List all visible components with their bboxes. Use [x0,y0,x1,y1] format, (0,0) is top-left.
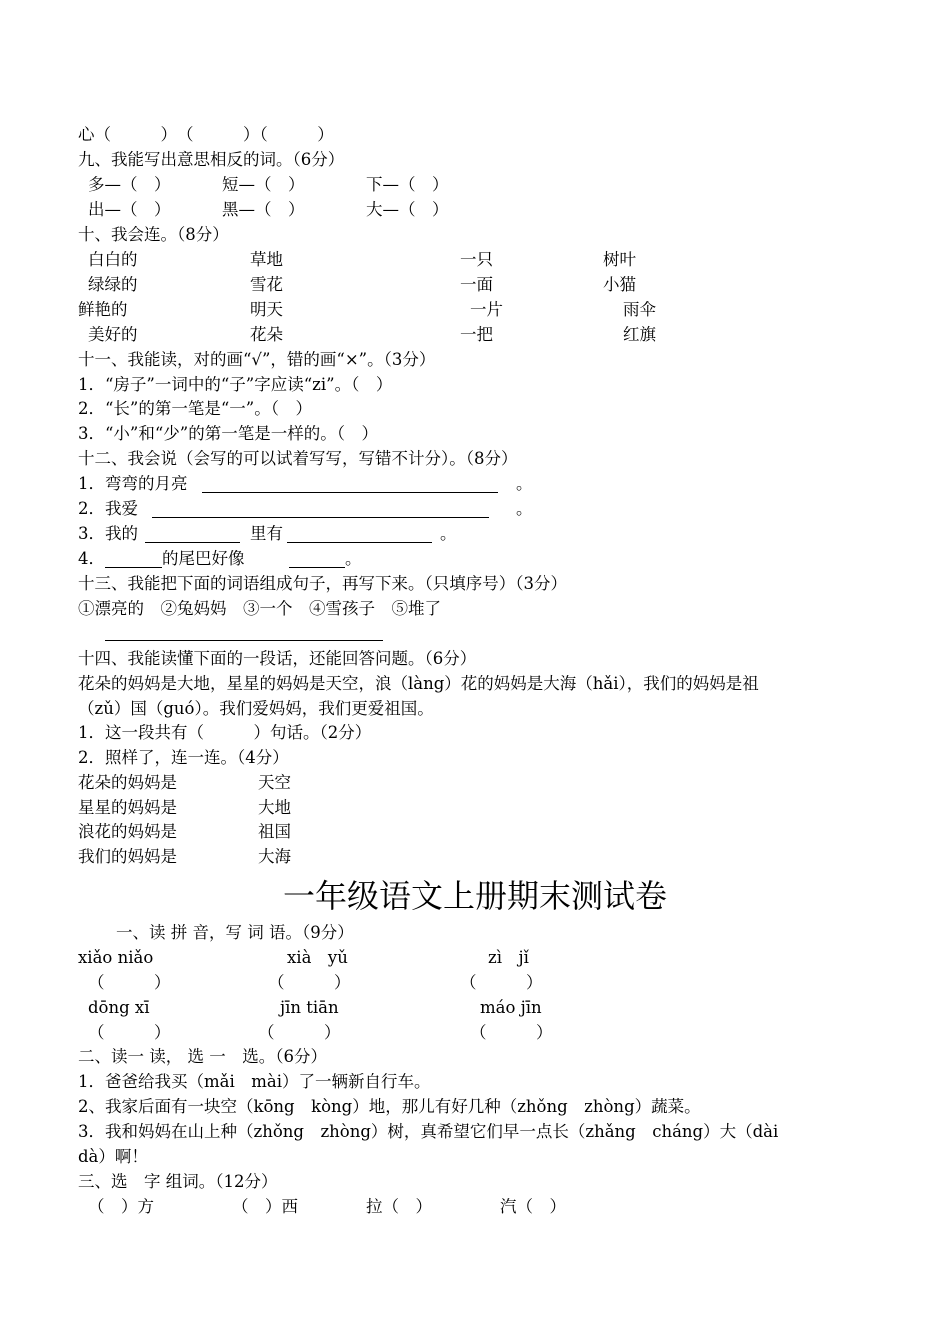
period-mark: 。 [516,499,533,518]
word-choice-item: （ ）西 [232,1197,298,1216]
question-line: 3．我的 [78,524,138,543]
word-choice-item: 拉（ ） [366,1197,432,1216]
answer-bracket[interactable]: （ ） [460,973,543,992]
match-word: 一面 [460,275,493,294]
section-heading-13: 十三、我能把下面的词语组成句子，再写下来。（只填序号）（3分） [78,574,567,593]
antonym-item: 黑—（ ） [222,200,305,219]
pinyin-item: xiǎo niǎo [78,948,154,967]
question-line: 1．这一段共有（ ）句话。（2分） [78,723,372,742]
match-word: 美好的 [88,325,138,344]
answer-blank[interactable] [105,567,162,568]
pinyin-item: máo jīn [480,998,542,1017]
answer-blank[interactable] [152,517,489,518]
question-line: 2、我家后面有一块空（kōng kòng）地，那儿有好几种（zhǒng zhòng）蔬菜。 [78,1097,701,1116]
question-line: 3．“小”和“少”的第一笔是一样的。（ ） [78,424,378,443]
section-heading-9: 九、我能写出意思相反的词。（6分） [78,150,345,169]
section-heading-14: 十四、我能读懂下面的一段话，还能回答问题。（6分） [78,649,477,668]
match-word: 浪花的妈妈是 [78,822,177,841]
answer-blank[interactable] [287,542,432,543]
question-line: 3．我和妈妈在山上种（zhǒng zhòng）树，真希望它们早一点长（zhǎng cháng）大（dài [78,1122,779,1141]
pinyin-item: zì jǐ [488,948,529,967]
question-line: 1．“房子”一词中的“子”字应读“zi”。（ ） [78,375,393,394]
question-line: 4． [78,549,105,568]
answer-blank[interactable] [289,567,345,568]
answer-blank[interactable] [105,640,383,641]
answer-bracket[interactable]: （ ） [470,1023,553,1042]
match-word: 鲜艳的 [78,300,128,319]
antonym-item: 多—（ ） [88,175,171,194]
match-word: 祖国 [258,822,291,841]
period-mark: 。 [516,474,533,493]
antonym-item: 大—（ ） [366,200,449,219]
answer-blank[interactable] [202,492,498,493]
section-heading-10: 十、我会连。（8分） [78,225,229,244]
match-word: 绿绿的 [88,275,138,294]
match-word: 雨伞 [623,300,656,319]
pinyin-item: dōng xī [88,998,150,1017]
text-line: 心（ ） （ ）（ ） [78,125,334,144]
word-options: ①漂亮的 ②兔妈妈 ③一个 ④雪孩子 ⑤堆了 [78,599,441,618]
answer-blank[interactable] [145,542,240,543]
question-line: dà）啊！ [78,1147,148,1166]
match-word: 一只 [460,250,493,269]
match-word: 树叶 [603,250,636,269]
reading-passage: （zǔ）国（guó）。我们爱妈妈，我们更爱祖国。 [78,699,434,718]
answer-bracket[interactable]: （ ） [268,973,351,992]
answer-bracket[interactable]: （ ） [258,1023,341,1042]
section-heading-12: 十二、我会说（会写的可以试着写写，写错不计分）。（8分） [78,449,518,468]
match-word: 我们的妈妈是 [78,847,177,866]
page-title: 一年级语文上册期末测试卷 [282,877,667,915]
question-line: 里有 [250,524,283,543]
question-line: 的尾巴好像 [162,549,245,568]
word-choice-item: （ ）方 [88,1197,154,1216]
section-heading-3: 三、选 字 组词。（12分） [78,1172,278,1191]
match-word: 星星的妈妈是 [78,798,177,817]
period-mark: 。 [345,549,362,568]
question-line: 2．照样了，连一连。（4分） [78,748,289,767]
antonym-item: 下—（ ） [366,175,449,194]
antonym-item: 出—（ ） [88,200,171,219]
match-word: 草地 [250,250,283,269]
pinyin-item: xià yǔ [287,948,348,967]
match-word: 明天 [250,300,283,319]
match-word: 雪花 [250,275,283,294]
match-word: 天空 [258,773,291,792]
word-choice-item: 汽（ ） [500,1197,566,1216]
match-word: 一片 [470,300,503,319]
match-word: 一把 [460,325,493,344]
question-line: 1．爸爸给我买（mǎi mài）了一辆新自行车。 [78,1072,431,1091]
match-word: 大海 [258,847,291,866]
pinyin-item: jīn tiān [280,998,339,1017]
question-line: 2．“长”的第一笔是“一”。（ ） [78,399,312,418]
antonym-item: 短—（ ） [222,175,305,194]
match-word: 白白的 [88,250,138,269]
answer-bracket[interactable]: （ ） [88,973,171,992]
match-word: 大地 [258,798,291,817]
section-heading-11: 十一、我能读，对的画“√”，错的画“×”。（3分） [78,350,436,369]
answer-bracket[interactable]: （ ） [88,1023,171,1042]
match-word: 红旗 [623,325,656,344]
question-line: 2．我爱 [78,499,138,518]
section-heading-1: 一、读 拼 音，写 词 语。（9分） [116,923,354,942]
section-heading-2: 二、读一 读， 选 一 选。（6分） [78,1047,327,1066]
match-word: 花朵 [250,325,283,344]
match-word: 花朵的妈妈是 [78,773,177,792]
match-word: 小猫 [603,275,636,294]
question-line: 1．弯弯的月亮 [78,474,188,493]
period-mark: 。 [440,524,457,543]
reading-passage: 花朵的妈妈是大地，星星的妈妈是天空，浪（làng）花的妈妈是大海（hǎi），我们的妈妈是祖 [78,674,759,693]
